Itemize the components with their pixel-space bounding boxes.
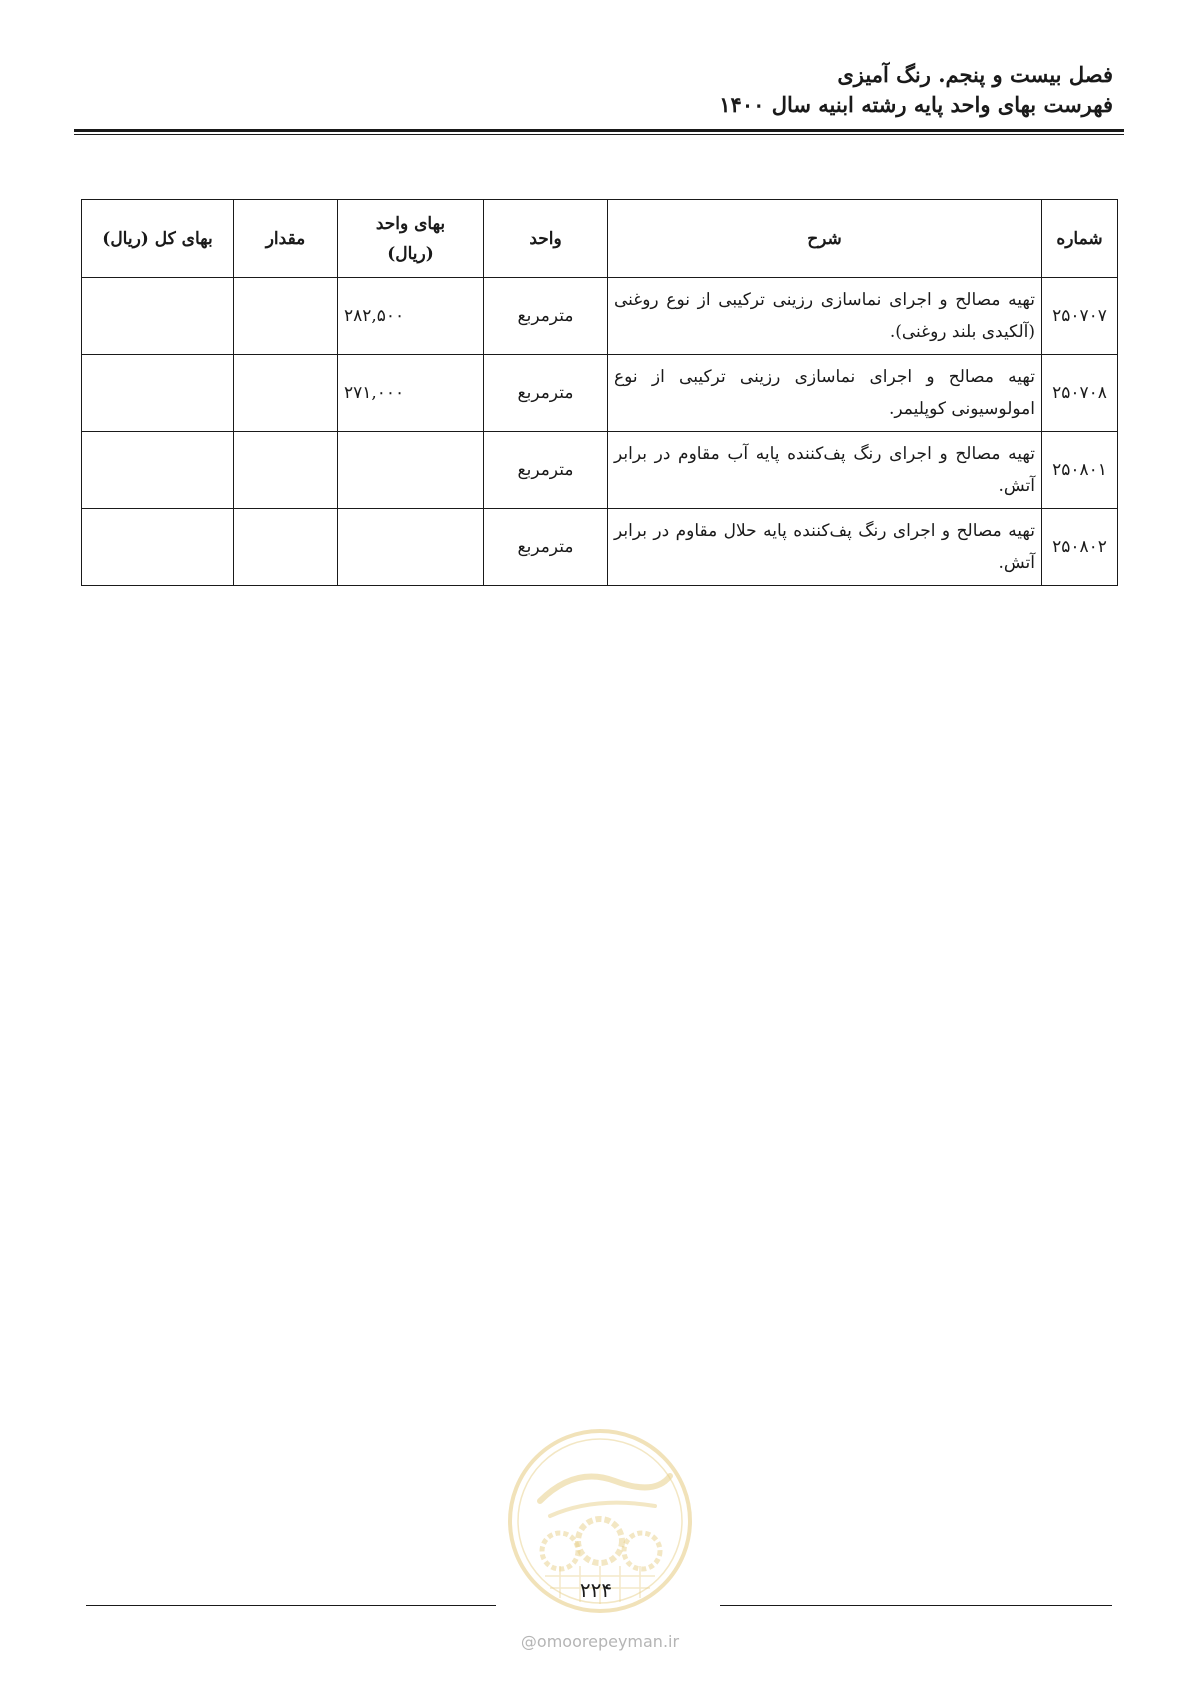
col-header-description: شرح [608, 200, 1042, 278]
price-list-table [81, 199, 1118, 586]
item-quantity [234, 355, 338, 432]
col-header-code: شماره [1042, 200, 1118, 278]
table-row [82, 355, 1118, 432]
col-header-total: بهای کل (ریال) [82, 200, 234, 278]
item-unit: مترمربع [484, 278, 608, 355]
header-rule-thick [74, 129, 1124, 132]
item-code: ۲۵۰۸۰۲ [1042, 509, 1118, 586]
item-quantity [234, 432, 338, 509]
website-watermark: @omoorepeyman.ir [520, 1632, 680, 1651]
item-description: تهیه مصالح و اجرای رنگ پف‌کننده پایه حلال مقاوم در برابر آتش. [608, 509, 1042, 586]
unit-price-currency: (ریال) [387, 243, 434, 264]
page-header [73, 60, 1113, 120]
item-total [82, 355, 234, 432]
item-code: ۲۵۰۷۰۸ [1042, 355, 1118, 432]
item-unit-price [338, 432, 484, 509]
unit-price-label: بهای واحد [375, 213, 446, 234]
item-total [82, 278, 234, 355]
page-number: ۲۲۴ [579, 1578, 613, 1602]
col-header-unit: واحد [484, 200, 608, 278]
item-unit-price: ۲۷۱,۰۰۰ [338, 355, 484, 432]
item-unit: مترمربع [484, 509, 608, 586]
table-row [82, 432, 1118, 509]
item-description: تهیه مصالح و اجرای نماسازی رزینی ترکیبی از نوع امولوسیونی کوپلیمر. [608, 355, 1042, 432]
table-row [82, 509, 1118, 586]
item-total [82, 432, 234, 509]
col-header-unit-price [338, 200, 484, 278]
item-unit-price [338, 509, 484, 586]
item-description: تهیه مصالح و اجرای نماسازی رزینی ترکیبی از نوع روغنی (آلکیدی بلند روغنی). [608, 278, 1042, 355]
item-quantity [234, 509, 338, 586]
item-unit-price: ۲۸۲,۵۰۰ [338, 278, 484, 355]
item-quantity [234, 278, 338, 355]
item-code: ۲۵۰۸۰۱ [1042, 432, 1118, 509]
footer-rule-left [86, 1605, 496, 1606]
footer-rule-right [720, 1605, 1112, 1606]
item-unit: مترمربع [484, 355, 608, 432]
header-rule-thin [74, 134, 1124, 135]
col-header-quantity: مقدار [234, 200, 338, 278]
item-description: تهیه مصالح و اجرای رنگ پف‌کننده پایه آب مقاوم در برابر آتش. [608, 432, 1042, 509]
table-header-row [82, 200, 1118, 278]
chapter-title: فصل بیست و پنجم. رنگ آمیزی [837, 62, 1113, 87]
table-row [82, 278, 1118, 355]
item-code: ۲۵۰۷۰۷ [1042, 278, 1118, 355]
document-subtitle: فهرست بهای واحد پایه رشته ابنیه سال ۱۴۰۰ [719, 92, 1113, 117]
item-total [82, 509, 234, 586]
item-unit: مترمربع [484, 432, 608, 509]
